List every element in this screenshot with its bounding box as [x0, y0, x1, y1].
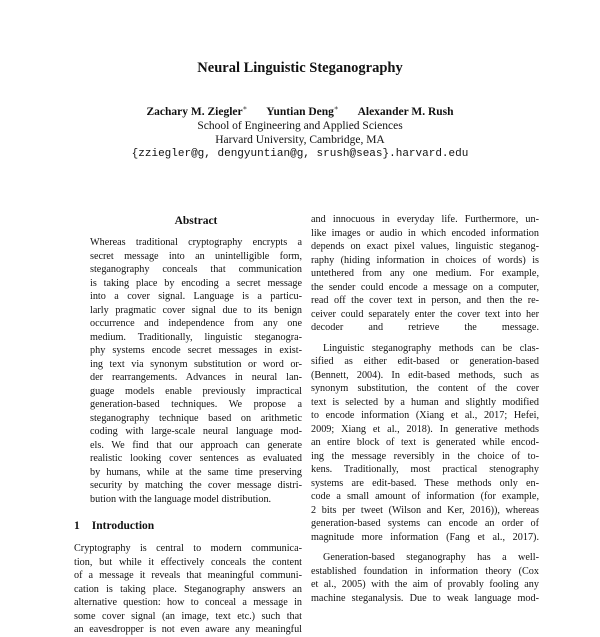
abstract-heading: Abstract — [174, 215, 218, 227]
text-line: (Bennett, 2004). In edit-based methods, such as — [311, 369, 539, 381]
text-line: is taking place by encoding a secret message — [90, 277, 302, 289]
text-line: phy systems encode secret messages in exist- — [90, 345, 302, 356]
text-line: into a cover signal. Language is a particu- — [90, 291, 302, 302]
text-line: steganography technique based on arithmetic — [90, 412, 302, 424]
text-line: magnitude more information (Fang et al., 2017). — [311, 531, 539, 543]
text-line: Whereas traditional cryptography encrypts a — [90, 237, 302, 248]
text-line: realistic looking cover sentences as evaluated — [90, 453, 302, 464]
text-line: to encode information (Xiang et al., 2017; Hefei, — [311, 410, 539, 421]
text-line: Cryptography is central to modern communica- — [74, 543, 302, 554]
text-line: ing the message reversibly in the choice of to- — [311, 450, 539, 462]
section-title: Introduction — [91, 520, 155, 532]
text-line: els. We find that our approach can generate — [90, 439, 302, 451]
text-line: established foundation in information theory (Cox — [311, 565, 539, 577]
text-line: secret message into an unintelligible form, — [90, 250, 302, 262]
text-line: der rearrangements. Advances in neural lan- — [90, 372, 302, 383]
text-line: kens. Traditionally, most practical stenography — [311, 464, 539, 475]
text-line: ing text via synonym substitution or word or- — [90, 358, 302, 370]
text-line: 2009; Xiang et al., 2018). In generative methods — [311, 423, 539, 435]
text-line: systems are edit-based. These methods only en- — [311, 477, 539, 489]
text-line: the sender could encode a message on a computer, — [311, 281, 539, 293]
text-line: et al., 2005) with the aim of provably fooling any — [311, 579, 539, 590]
text-line: and innocuous in everyday life. Furthermore, un- — [311, 214, 539, 225]
text-line: machine steganalysis. Due to weak language mod- — [311, 592, 539, 604]
paper-title: Neural Linguistic Steganography — [197, 60, 403, 76]
text-line: synonym substitution, the content of the cover — [311, 383, 539, 394]
affiliation-school: School of Engineering and Applied Sciences — [197, 120, 403, 132]
author: Yuntian Deng∗ — [266, 104, 339, 118]
section-number: 1 — [74, 520, 80, 532]
introduction-body — [74, 542, 302, 637]
text-line: Generation-based steganography has a well- — [323, 552, 539, 563]
text-line: raphy (hiding information in choices of words) is — [311, 254, 539, 266]
right-column-body — [311, 213, 539, 605]
text-line: an eavesdropper is not even aware any meaningful — [74, 624, 302, 635]
section-heading — [74, 520, 154, 532]
text-line: 2 bits per tweet (Wilson and Ker, 2016)), whereas — [311, 504, 539, 516]
author-emails: {zziegler@g, dengyuntian@g, srush@seas}.harvard.edu — [131, 148, 469, 160]
text-line: generation-based systems can encode an order of — [311, 518, 539, 529]
text-line: medium. Traditionally, linguistic steganogra- — [90, 331, 302, 343]
author-list — [0, 104, 600, 118]
text-line: security by matching the cover message distri- — [90, 480, 302, 491]
text-line — [311, 335, 539, 342]
text-line: ceiver could separately enter the cover text into her — [311, 308, 539, 320]
text-line: read off the cover text in person, and then the re- — [311, 295, 539, 306]
text-line: generation-based techniques. We propose a — [90, 399, 302, 410]
text-line: an entire block of text is generated while encod- — [311, 437, 539, 448]
author: Alexander M. Rush — [357, 105, 454, 118]
text-line: bution with the language model distribution. — [90, 493, 272, 505]
text-line: sified as either edit-based or generation-based — [311, 356, 539, 367]
text-line: steganography conceals that communication — [90, 264, 302, 275]
text-line: cation is taking place. Steganography answers an — [74, 583, 302, 595]
text-line: of a message it reveals that meaningful communi- — [74, 570, 302, 581]
text-line: decoder and retrieve the message. — [311, 322, 539, 333]
text-line: coding with large-scale neural language mod- — [90, 426, 302, 437]
text-line: some cover signal (an image, text etc.) such that — [74, 610, 302, 622]
text-line: occurrence and independence from any one — [90, 318, 302, 329]
text-line: larly pragmatic cover signal due to its benign — [90, 304, 302, 316]
text-line: by humans, while at the same time preserving — [90, 466, 302, 478]
text-line: guage models enable previously impractical — [90, 385, 302, 397]
text-line: Linguistic steganography methods can be clas- — [323, 342, 539, 354]
text-line: tion, but while it effectively conceals the content — [74, 556, 302, 568]
text-line — [311, 544, 539, 551]
text-line: code a small amount of information (for example, — [311, 491, 539, 502]
text-line: alternative question: how to conceal a message in — [74, 597, 302, 608]
text-line: like images or audio in which encoded information — [311, 227, 539, 239]
text-line: text is selected by a human and slightly modified — [311, 396, 539, 408]
text-line: depends on exact pixel values, linguistic steganog- — [311, 241, 539, 252]
author: Zachary M. Ziegler∗ — [146, 104, 248, 118]
abstract-body — [90, 236, 302, 506]
affiliation-university: Harvard University, Cambridge, MA — [215, 134, 385, 146]
text-line: untethered from any one medium. For example, — [311, 268, 539, 279]
